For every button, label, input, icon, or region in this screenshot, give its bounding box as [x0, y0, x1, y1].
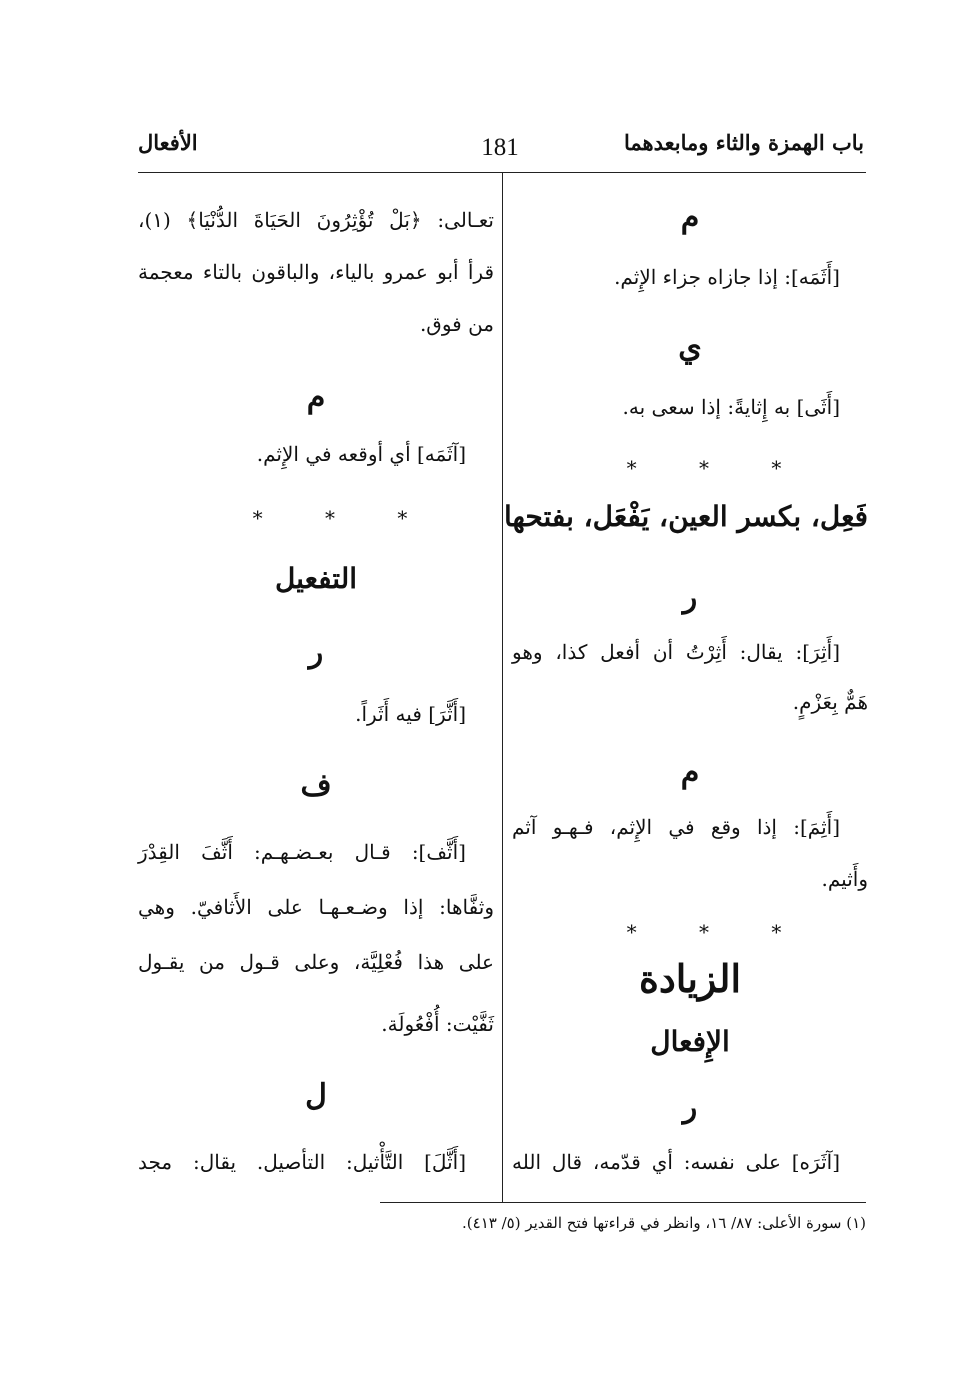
- root-letter-heading: ر: [308, 635, 324, 670]
- section-separator: * * *: [626, 920, 810, 944]
- section-heading: الزيادة: [638, 956, 742, 1001]
- root-letter-heading: م: [680, 755, 700, 790]
- footnote-rule: [380, 1202, 866, 1203]
- column-divider: [502, 172, 503, 1202]
- left-column: [138, 190, 494, 1195]
- entry-text: ثَفَّيْت: أُفْعُولَة.: [381, 1012, 494, 1036]
- entry-text: وثفَّاها: إذا وضـعـهـا على الأَثافيّ. وهي: [138, 895, 494, 919]
- subsection-heading: الإِفعال: [650, 1025, 730, 1058]
- entry-text: [أَثِمَ]: إذا وقع في الإِثم، فـهـو آثم: [512, 815, 840, 839]
- entry-text: [أَثَى] به إِثايةً: إذا سعى به.: [622, 395, 840, 419]
- chapter-title: باب الهمزة والثاء ومابعدهما: [624, 130, 864, 155]
- entry-text: [أَثَّف]: قـال بعـضـهـم: أَثَّفَ القِدْرَ: [138, 840, 466, 864]
- entry-text: تعـالى: ﴿بَلْ تُؤْثِرُونَ الحَيَاةَ الدُّنْيَا﴾ (١)،: [138, 208, 494, 232]
- section-separator: * * *: [252, 506, 436, 530]
- page-number: 181: [481, 134, 519, 161]
- root-letter-heading: م: [306, 380, 326, 415]
- entry-text: [آثَمَه] أي أوقعه في الإِثم.: [256, 442, 466, 466]
- entry-text: [آثَرَه] على نفسه: أي قدّمه، قال الله: [512, 1150, 840, 1174]
- entry-text: على هذا فُعْلِيَّة، وعلى قـول من يقـول: [138, 950, 494, 974]
- root-letter-heading: ف: [300, 768, 332, 803]
- root-letter-heading: ل: [305, 1078, 327, 1113]
- root-letter-heading: ر: [682, 1090, 698, 1125]
- root-letter-heading: ي: [678, 330, 702, 365]
- entry-text: وأَثيم.: [821, 867, 868, 891]
- entry-text: [أَثَّلَ] التَّأْثيل: التأصيل. يقال: مجد: [138, 1150, 466, 1174]
- section-title: الأفعال: [138, 130, 198, 155]
- section-heading: التفعيل: [274, 562, 358, 595]
- pattern-heading: فَعِل، بكسر العين، يَفْعَل، بفتحها: [503, 500, 868, 533]
- entry-text: [أَثِرَ]: يقال: أَثِرْتُ أن أفعل كذا، وهو: [512, 640, 840, 664]
- root-letter-heading: ر: [682, 580, 698, 615]
- entry-text: [أَثَمَه]: إذا جازاه جزاء الإِثم.: [614, 265, 840, 289]
- footnote: (١) سورة الأعلى: ٨٧/ ١٦، وانظر في قراءتها فتح القدير (٥/ ٤١٣).: [462, 1214, 866, 1232]
- entry-text: من فوق.: [419, 312, 494, 336]
- entry-text: هَمٌّ بِعَزْمٍ.: [792, 690, 868, 714]
- right-column: [503, 190, 868, 1195]
- entry-text: [أَثَّرَ] فيه أَثَراً.: [355, 702, 466, 726]
- root-letter-heading: م: [680, 200, 700, 235]
- section-separator: * * *: [626, 456, 810, 480]
- entry-text: قرأ أبو عمرو بالياء، والباقون بالتاء معجمة: [138, 260, 494, 284]
